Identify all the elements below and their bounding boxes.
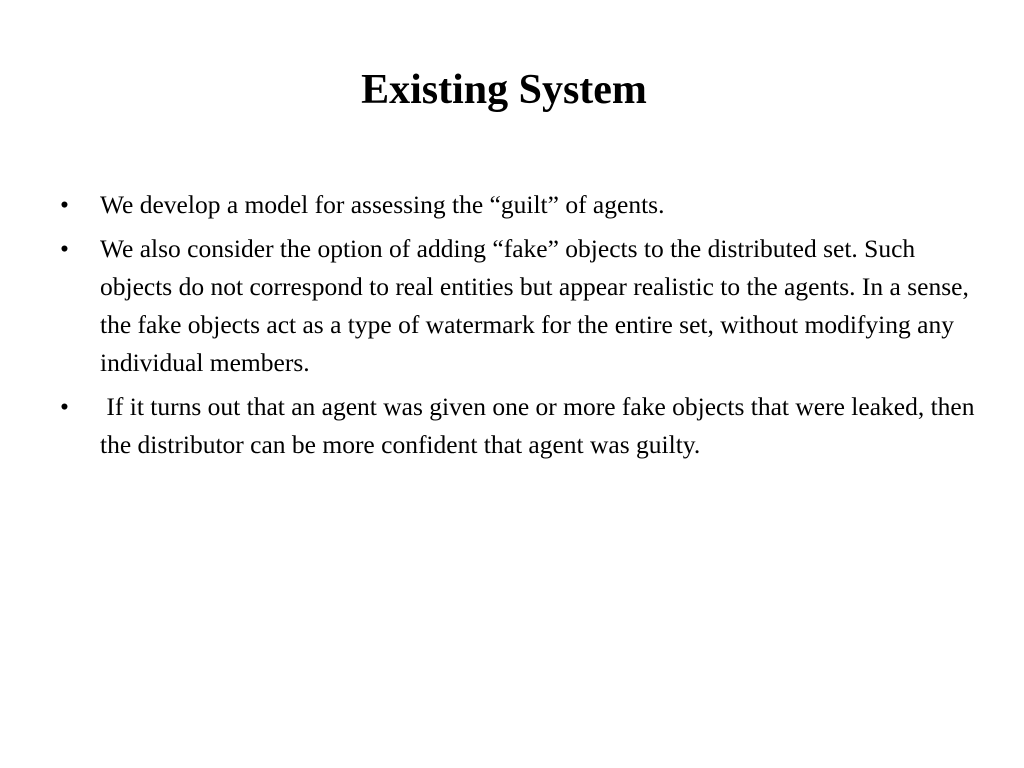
bullet-dot-icon: • [60, 392, 69, 421]
bullet-list [60, 186, 980, 470]
bullet-item [60, 186, 980, 224]
bullet-item [60, 230, 980, 382]
bullet-item [60, 388, 980, 464]
bullet-dot-icon: • [60, 234, 69, 263]
slide-title: Existing System [361, 67, 647, 113]
bullet-text: We develop a model for assessing the “guilt” of agents. [100, 190, 665, 219]
bullet-text: If it turns out that an agent was given one or more fake objects that were leaked, then the distributor can be more confident that agent was guilty. [100, 392, 981, 459]
bullet-dot-icon: • [60, 190, 69, 219]
bullet-text: We also consider the option of adding “fake” objects to the distributed set. Such objects do not correspond to real entities but appear realistic to the agents. In a sense, the fake objects act as a type of watermark for the entire set, without modifying any individual members. [100, 234, 969, 377]
